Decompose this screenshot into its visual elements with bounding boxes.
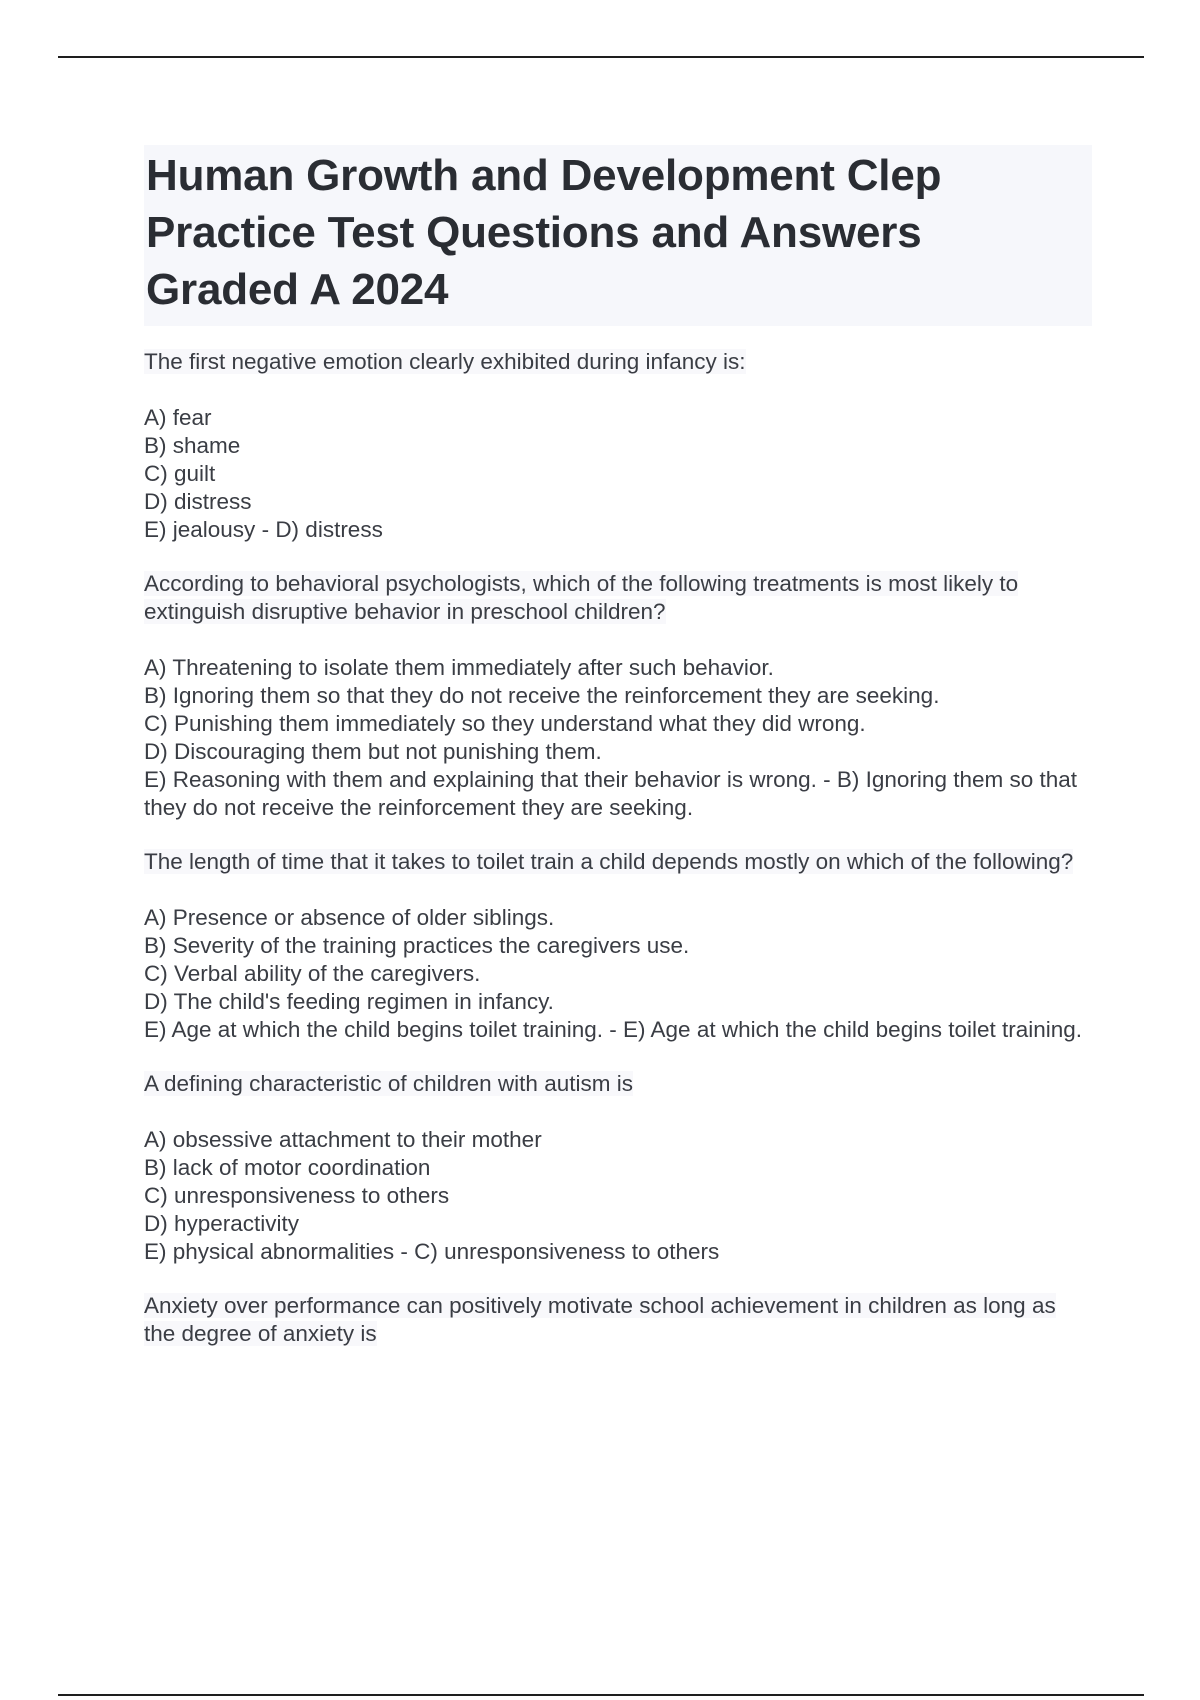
answer-separator: - (603, 1017, 624, 1042)
option-item: B) shame (144, 433, 241, 458)
options-list (144, 404, 1092, 544)
option-item-with-answer (144, 766, 1092, 822)
option-item: D) hyperactivity (144, 1211, 300, 1236)
option-item: C) Verbal ability of the caregivers. (144, 961, 481, 986)
option-text: E) physical abnormalities (144, 1239, 395, 1264)
question-block-3 (144, 848, 1092, 1044)
option-text: E) Reasoning with them and explaining that their behavior is wrong. (144, 767, 817, 792)
question-text: Anxiety over performance can positively motivate school achievement in children as long as the degree of anxiety is (144, 1293, 1056, 1346)
bottom-rule (58, 1694, 1144, 1696)
option-item: A) Threatening to isolate them immediately after such behavior. (144, 655, 774, 680)
options-list (144, 904, 1092, 1044)
option-item: C) Punishing them immediately so they understand what they did wrong. (144, 711, 866, 736)
option-text: E) jealousy (144, 517, 256, 542)
question-block-4 (144, 1070, 1092, 1266)
option-item-with-answer (144, 516, 1092, 544)
answer-text: D) distress (275, 517, 383, 542)
question-text: According to behavioral psychologists, which of the following treatments is most likely to extinguish disruptive behavior in preschool children? (144, 571, 1019, 624)
options-list (144, 1126, 1092, 1266)
answer-text: B) Ignoring them so that they do not receive the reinforcement they are seeking. (144, 767, 1078, 820)
option-item: A) obsessive attachment to their mother (144, 1127, 542, 1152)
answer-text: E) Age at which the child begins toilet training. (623, 1017, 1083, 1042)
option-item: C) guilt (144, 461, 216, 486)
answer-separator: - (255, 517, 276, 542)
option-item: D) distress (144, 489, 252, 514)
question-block-2 (144, 570, 1092, 822)
answer-separator: - (394, 1239, 415, 1264)
answer-text: C) unresponsiveness to others (414, 1239, 720, 1264)
option-item: A) fear (144, 405, 212, 430)
option-item: B) Ignoring them so that they do not receive the reinforcement they are seeking. (144, 683, 940, 708)
option-text: E) Age at which the child begins toilet training. (144, 1017, 604, 1042)
options-list (144, 654, 1092, 822)
question-list (144, 348, 1092, 1348)
top-rule (58, 56, 1144, 58)
option-item: B) lack of motor coordination (144, 1155, 431, 1180)
option-item-with-answer (144, 1238, 1092, 1266)
question-text: The length of time that it takes to toilet train a child depends mostly on which of the following? (144, 849, 1074, 874)
option-item: C) unresponsiveness to others (144, 1183, 450, 1208)
question-block-5 (144, 1292, 1092, 1348)
option-item: B) Severity of the training practices the caregivers use. (144, 933, 690, 958)
question-text: The first negative emotion clearly exhibited during infancy is: (144, 349, 746, 374)
question-block-1 (144, 348, 1092, 544)
option-item: D) Discouraging them but not punishing them. (144, 739, 602, 764)
option-item: A) Presence or absence of older siblings. (144, 905, 555, 930)
option-item-with-answer (144, 1016, 1092, 1044)
document-title: Human Growth and Development Clep Practice Test Questions and Answers Graded A 2024 (144, 145, 1092, 326)
document-body (144, 145, 1092, 1376)
question-text: A defining characteristic of children with autism is (144, 1071, 633, 1096)
option-item: D) The child's feeding regimen in infancy. (144, 989, 554, 1014)
answer-separator: - (816, 767, 837, 792)
